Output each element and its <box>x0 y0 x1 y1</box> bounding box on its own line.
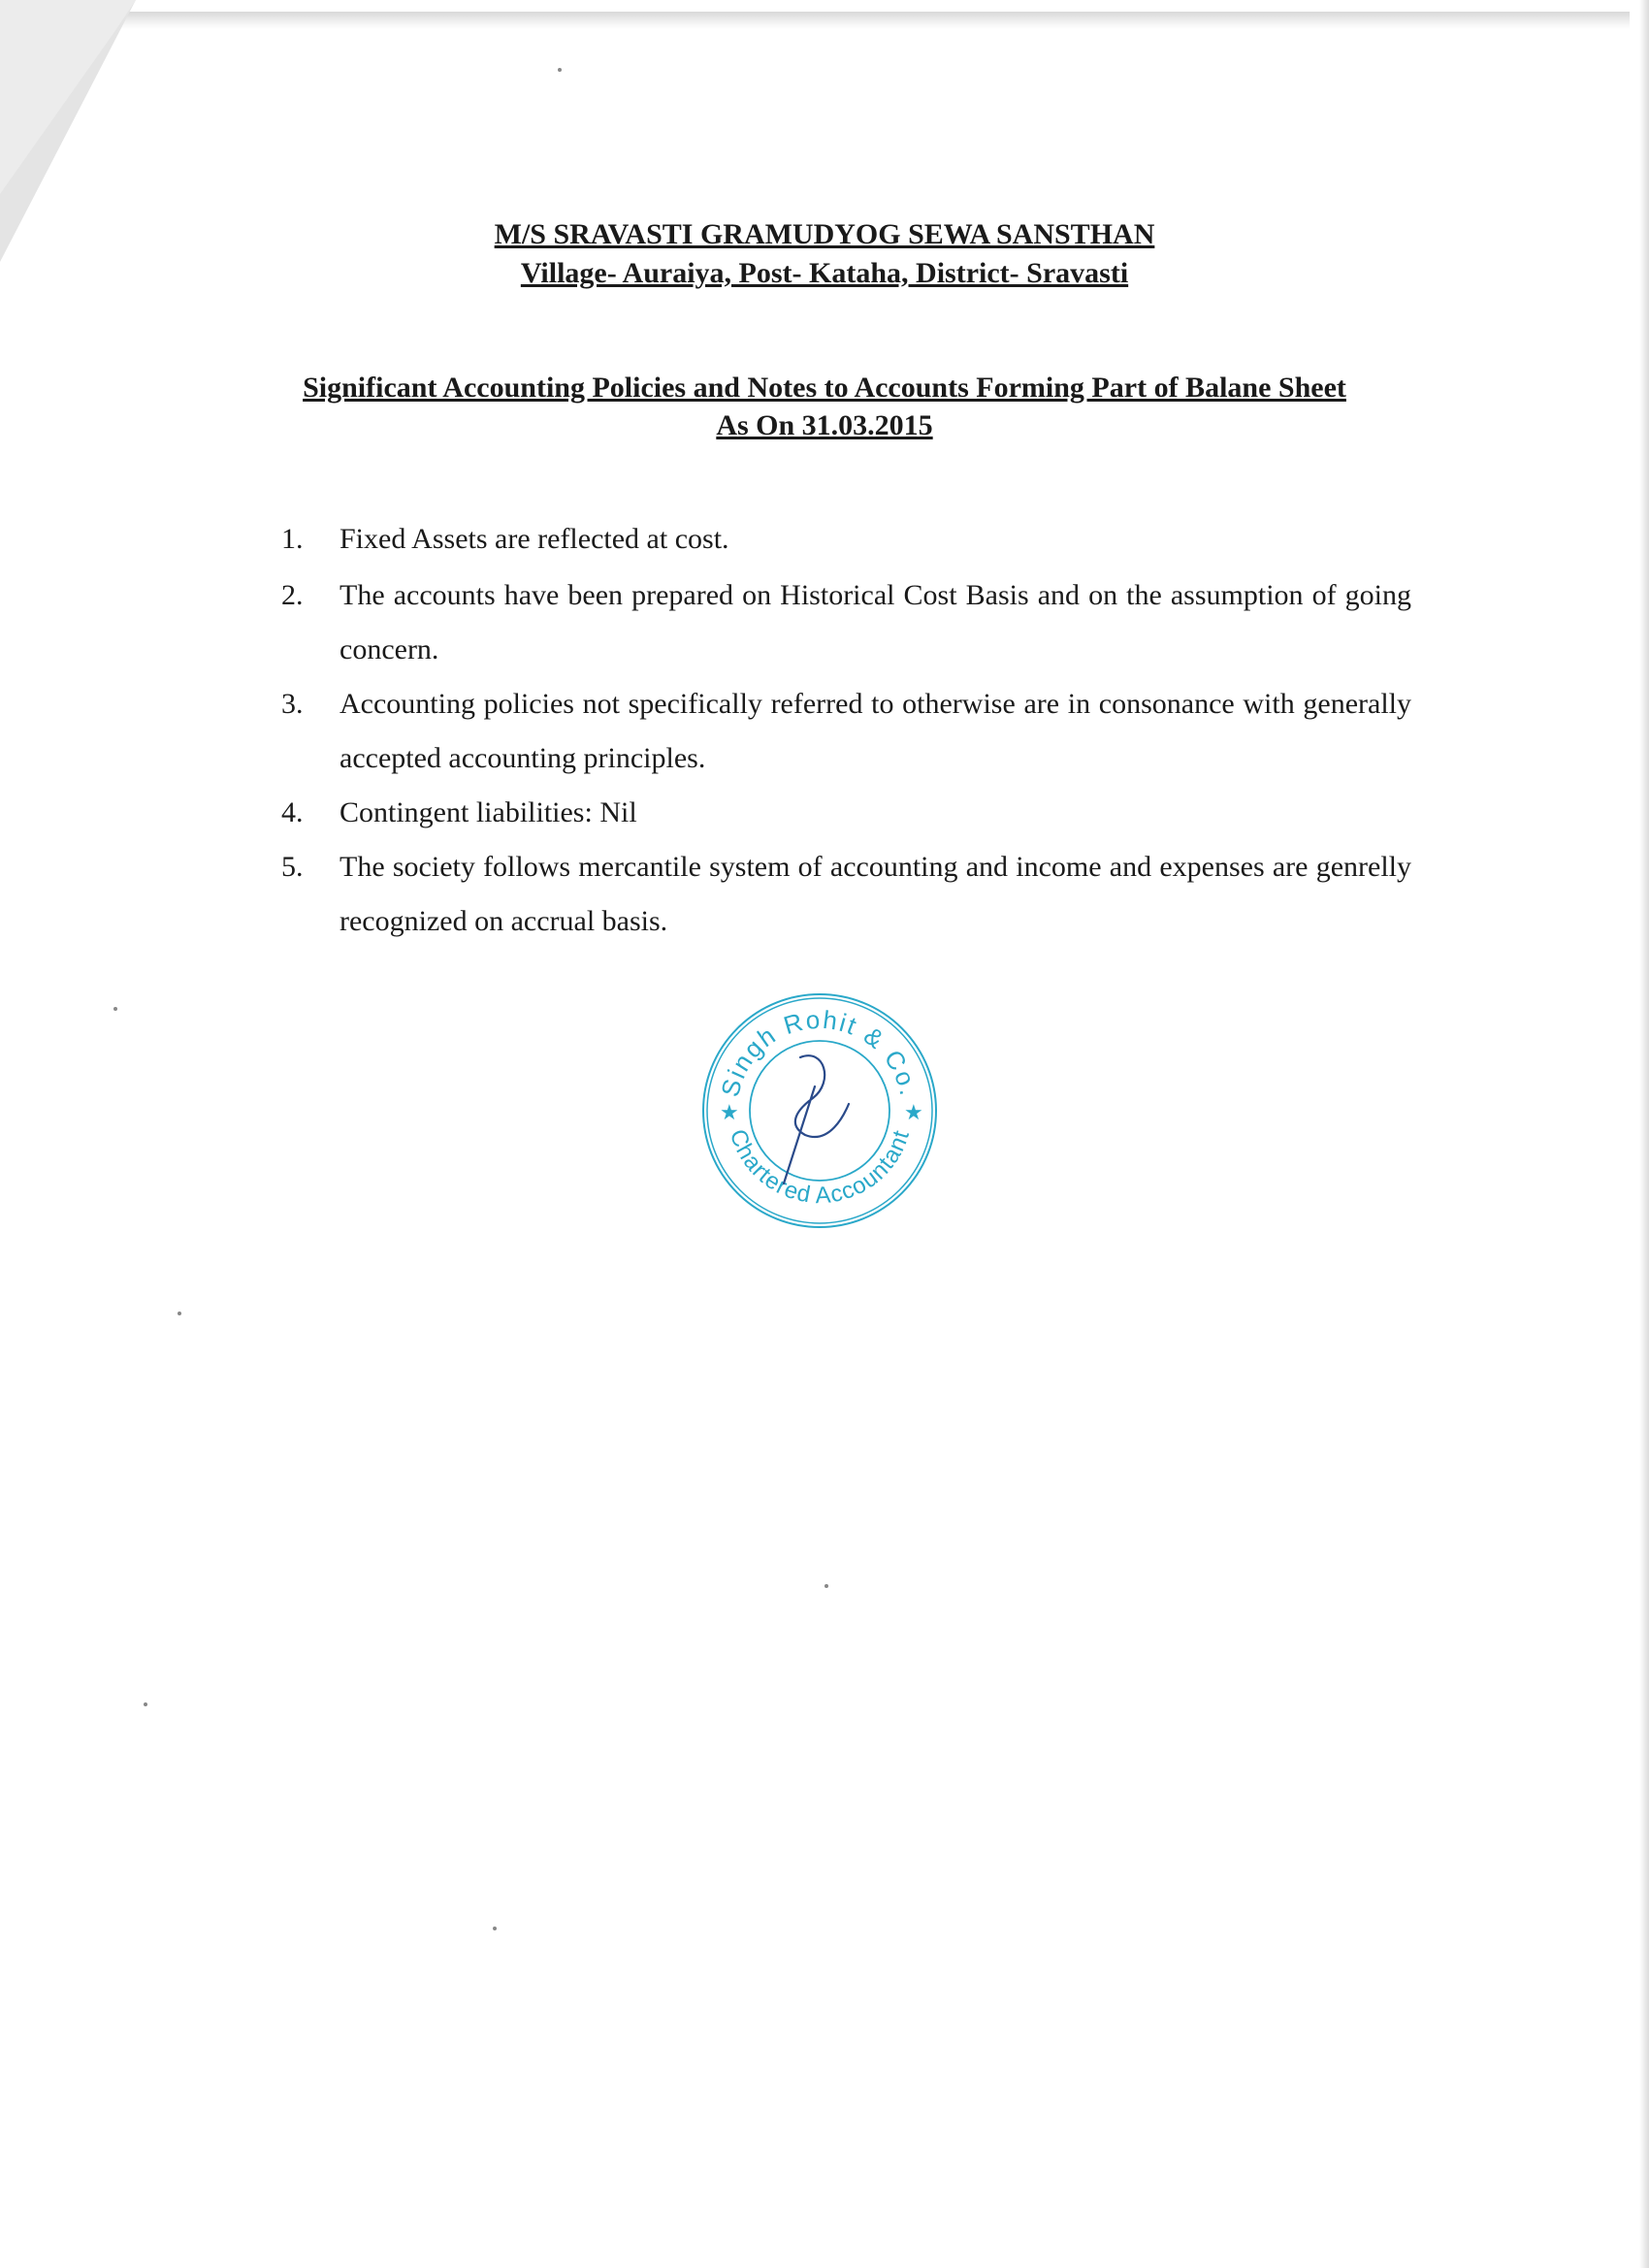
scan-right-edge <box>1639 0 1649 2268</box>
auditor-stamp <box>698 989 941 1232</box>
svg-text:Chartered Accountant: Chartered Accountant <box>724 1125 916 1210</box>
note-text: The society follows mercantile system of accounting and income and expenses are genrelly recognized on accrual basis. <box>340 851 1411 937</box>
note-number: 3. <box>281 688 304 720</box>
organization-address: Village- Auraiya, Post- Kataha, District- Sravasti <box>520 257 1129 289</box>
organization-header <box>0 215 1649 293</box>
note-number: 5. <box>281 851 304 883</box>
note-text: Contingent liabilities: Nil <box>340 796 637 828</box>
note-number: 2. <box>281 579 304 611</box>
svg-text:Singh Rohit & Co.: Singh Rohit & Co. <box>715 1004 924 1100</box>
note-item <box>281 840 1411 949</box>
note-number: 4. <box>281 796 304 828</box>
svg-text:★: ★ <box>904 1101 923 1125</box>
document-title <box>0 369 1649 444</box>
title-line-2: As On 31.03.2015 <box>716 409 933 441</box>
note-text: The accounts have been prepared on Historical Cost Basis and on the assumption of going concern. <box>340 579 1411 665</box>
notes-list <box>281 512 1411 949</box>
note-text: Fixed Assets are reflected at cost. <box>340 523 729 555</box>
note-item <box>281 568 1411 677</box>
note-item <box>281 512 1411 567</box>
svg-text:★: ★ <box>720 1101 739 1125</box>
title-line-1: Significant Accounting Policies and Notes to Accounts Forming Part of Balane Sheet <box>303 372 1346 404</box>
note-text: Accounting policies not specifically referred to otherwise are in consonance with generally accepted accounting principles. <box>340 688 1411 774</box>
organization-name: M/S SRAVASTI GRAMUDYOG SEWA SANSTHAN <box>494 218 1155 250</box>
scan-top-edge <box>116 12 1630 29</box>
note-number: 1. <box>281 523 304 555</box>
note-item <box>281 786 1411 840</box>
note-item <box>281 677 1411 786</box>
